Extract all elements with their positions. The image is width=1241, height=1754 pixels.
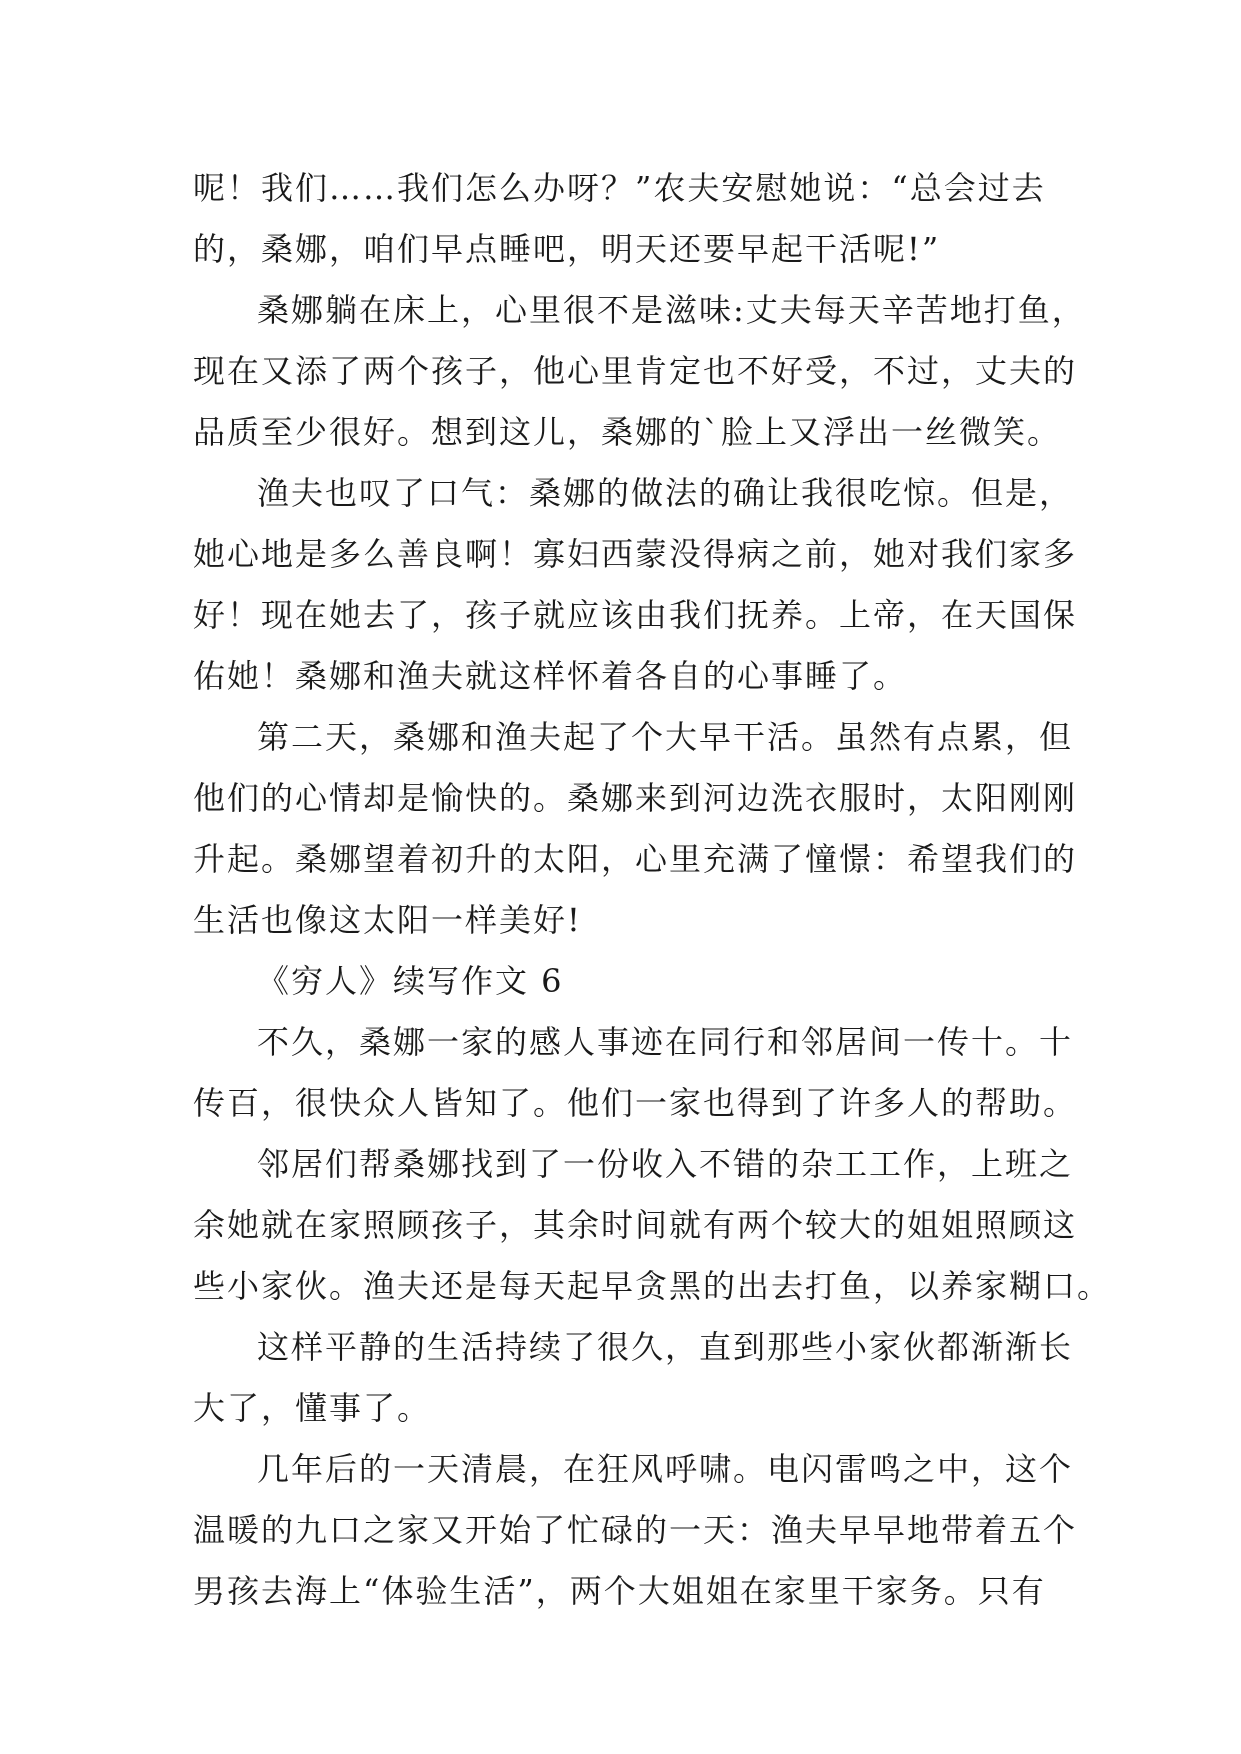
text-line: 不久，桑娜一家的感人事迹在同行和邻居间一传十。十 [257, 1023, 1074, 1061]
text-line: 她心地是多么善良啊！寡妇西蒙没得病之前，她对我们家多 [193, 535, 1078, 573]
text-line: 桑娜躺在床上，心里很不是滋味:丈夫每天辛苦地打鱼， [257, 291, 1086, 329]
text-line: 升起。桑娜望着初升的太阳，心里充满了憧憬：希望我们的 [193, 840, 1078, 878]
text-line: 呢！我们……我们怎么办呀？”农夫安慰她说：“总会过去 [193, 169, 1046, 207]
text-line: 的，桑娜，咱们早点睡吧，明天还要早起干活呢!” [193, 230, 941, 268]
paragraph-2 [193, 280, 1093, 463]
document-body [193, 158, 1112, 1622]
text-line: 现在又添了两个孩子，他心里肯定也不好受，不过，丈夫的 [193, 352, 1078, 390]
section-heading: 《穷人》续写作文 6 [257, 962, 564, 1000]
text-line: 这样平静的生活持续了很久，直到那些小家伙都渐渐长 [257, 1328, 1074, 1366]
paragraph-3 [193, 463, 1093, 707]
text-line: 大了，懂事了。 [193, 1389, 432, 1427]
text-line: 品质至少很好。想到这儿，桑娜的`脸上又浮出一丝微笑。 [193, 413, 1062, 451]
text-line: 温暖的九口之家又开始了忙碌的一天：渔夫早早地带着五个 [193, 1511, 1078, 1549]
paragraph-6 [193, 1134, 1112, 1317]
text-line: 第二天，桑娜和渔夫起了个大早干活。虽然有点累，但 [257, 718, 1074, 756]
paragraph-5 [193, 1012, 1093, 1134]
text-line: 他们的心情却是愉快的。桑娜来到河边洗衣服时，太阳刚刚 [193, 779, 1078, 817]
paragraph-1 [193, 158, 1093, 280]
text-line: 好！现在她去了，孩子就应该由我们抚养。上帝，在天国保 [193, 596, 1078, 634]
paragraph-4 [193, 707, 1093, 951]
text-line: 生活也像这太阳一样美好! [193, 901, 582, 939]
text-line: 些小家伙。渔夫还是每天起早贪黑的出去打鱼，以养家糊口。 [193, 1267, 1112, 1305]
text-line: 渔夫也叹了口气：桑娜的做法的确让我很吃惊。但是， [257, 474, 1074, 512]
text-line: 邻居们帮桑娜找到了一份收入不错的杂工工作，上班之 [257, 1145, 1074, 1183]
text-line: 佑她！桑娜和渔夫就这样怀着各自的心事睡了。 [193, 657, 908, 695]
text-line: 男孩去海上“体验生活”，两个大姐姐在家里干家务。只有 [193, 1572, 1046, 1610]
text-line: 余她就在家照顾孩子，其余时间就有两个较大的姐姐照顾这 [193, 1206, 1078, 1244]
paragraph-7 [193, 1317, 1093, 1439]
text-line: 传百，很快众人皆知了。他们一家也得到了许多人的帮助。 [193, 1084, 1078, 1122]
paragraph-8 [193, 1439, 1093, 1622]
text-line: 几年后的一天清晨，在狂风呼啸。电闪雷鸣之中，这个 [257, 1450, 1074, 1488]
